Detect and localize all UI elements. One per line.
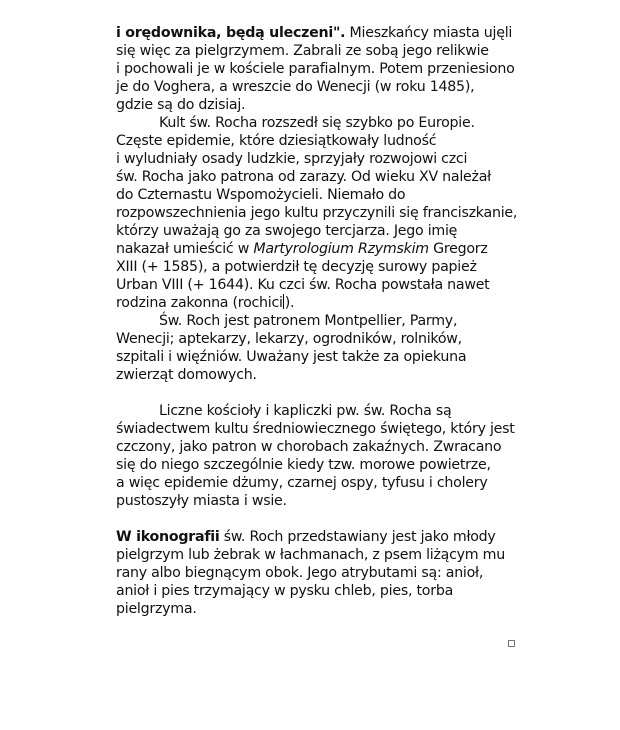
text-line: i pochowali je w kościele parafialnym. Potem przeniesiono <box>116 61 515 77</box>
blank-line <box>116 510 508 528</box>
paragraph-4 <box>116 402 515 510</box>
text-line: do Czternastu Wspomożycieli. Niemało do <box>116 187 406 203</box>
paragraph-2 <box>116 114 518 312</box>
text-line: gdzie są do dzisiaj. <box>116 97 246 113</box>
blank-line <box>116 384 508 402</box>
paragraph-1 <box>116 24 515 114</box>
text-line: czczony, jako patron w chorobach zakaźnych. Zwracano <box>116 439 502 455</box>
text-line: którzy uważają go za swojego tercjarza. Jego imię <box>116 223 458 239</box>
text-line: świadectwem kultu średniowiecznego świętego, który jest <box>116 421 515 437</box>
text-line: a więc epidemie dżumy, czarnej ospy, tyfusu i cholery <box>116 475 488 491</box>
text-line: Częste epidemie, które dziesiątkowały ludność <box>116 133 437 149</box>
italic-title: Martyrologium Rzymskim <box>253 241 429 257</box>
text-line: je do Voghera, a wreszcie do Wenecji (w roku 1485), <box>116 79 475 95</box>
text-line: W ikonografii św. Roch przedstawiany jest jako młody <box>116 529 496 545</box>
text-line: św. Rocha jako patrona od zarazy. Od wieku XV należał <box>116 169 491 185</box>
text-line: Liczne kościoły i kapliczki pw. św. Rocha są <box>159 403 452 419</box>
paragraph-3 <box>116 312 508 384</box>
text-line: rozpowszechnienia jego kultu przyczynili się franciszkanie, <box>116 205 518 221</box>
text-line: Wenecji; aptekarzy, lekarzy, ogrodników, rolników, <box>116 331 462 347</box>
document-body[interactable] <box>116 24 518 618</box>
bold-heading: W ikonografii <box>116 529 220 545</box>
text-line: szpitali i więźniów. Uważany jest także za opiekuna <box>116 349 467 365</box>
text-line: Urban VIII (+ 1644). Ku czci św. Rocha powstała nawet <box>116 277 490 293</box>
text-line: się więc za pielgrzymem. Zabrali ze sobą jego relikwie <box>116 43 489 59</box>
text-line: zwierząt domowych. <box>116 367 257 383</box>
text-line: XIII (+ 1585), a potwierdził tę decyzję surowy papież <box>116 259 477 275</box>
text-line: rodzina zakonna (rochici ). <box>116 295 295 311</box>
text-line: anioł i pies trzymający w pysku chleb, pies, torba <box>116 583 454 599</box>
text-line: się do niego szczególnie kiedy tzw. morowe powietrze, <box>116 457 491 473</box>
paragraph-5 <box>116 528 508 618</box>
text-line: Św. Roch jest patronem Montpellier, Parmy, <box>159 313 458 329</box>
paragraph-end-marker <box>508 640 515 647</box>
text-line: i wyludniały osady ludzkie, sprzyjały rozwojowi czci <box>116 151 468 167</box>
text-line: pustoszyły miasta i wsie. <box>116 493 287 509</box>
text-line: nakazał umieścić w Martyrologium Rzymskim Gregorz <box>116 241 488 257</box>
text-line: pielgrzym lub żebrak w łachmanach, z psem liżącym mu <box>116 547 505 563</box>
text-line: pielgrzyma. <box>116 601 197 617</box>
text-line: i orędownika, będą uleczeni". Mieszkańcy miasta ujęli <box>116 25 513 41</box>
text-line: rany albo biegnącym obok. Jego atrybutami są: anioł, <box>116 565 484 581</box>
text-line: Kult św. Rocha rozszedł się szybko po Europie. <box>159 115 475 131</box>
bold-quote: i orędownika, będą uleczeni". <box>116 25 346 41</box>
